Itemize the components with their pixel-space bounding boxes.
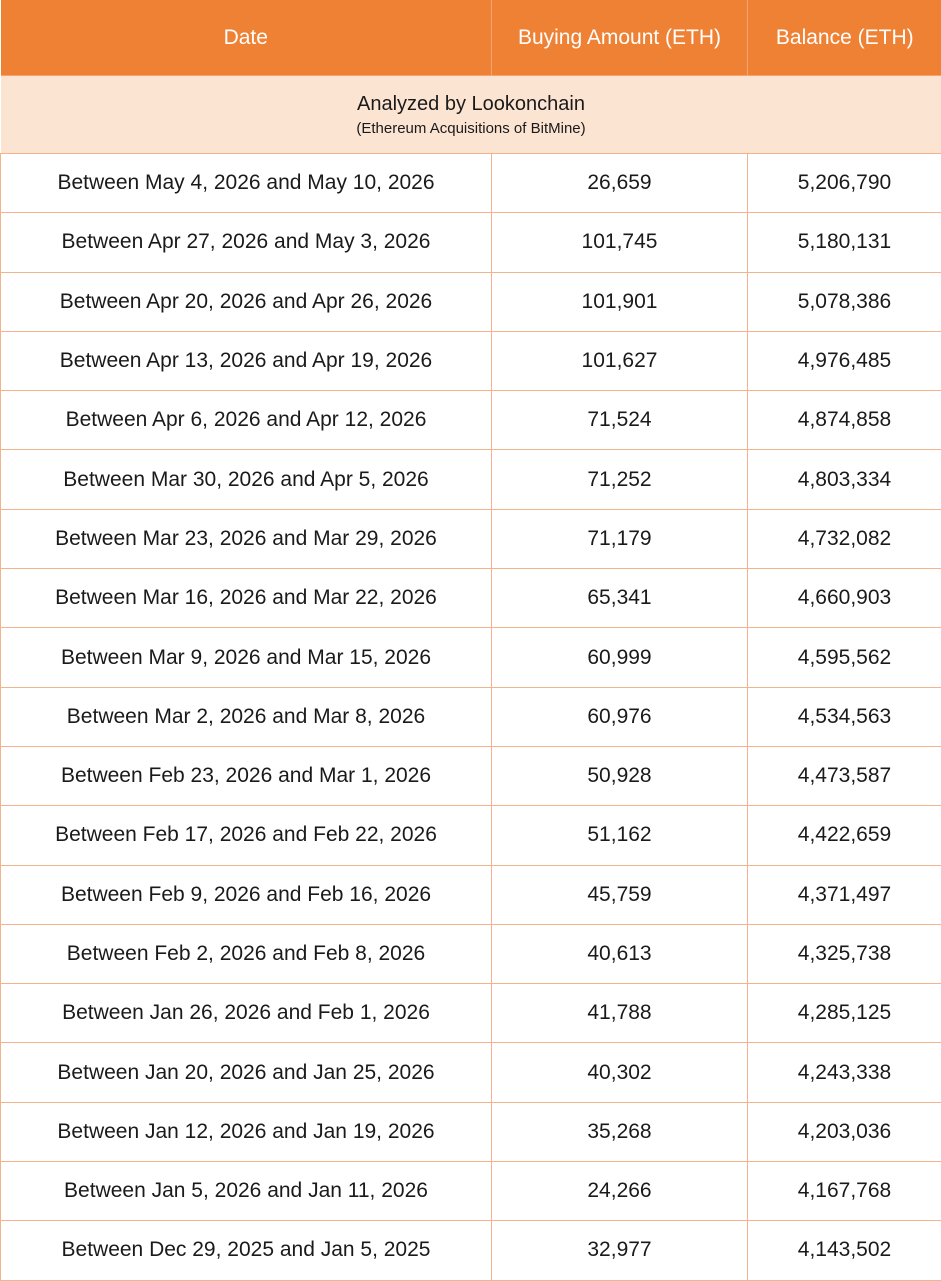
balance-cell: 4,595,562 <box>748 628 941 687</box>
date-cell: Between Mar 9, 2026 and Mar 15, 2026 <box>1 628 492 687</box>
date-cell: Between May 4, 2026 and May 10, 2026 <box>1 154 492 213</box>
table-row <box>1 331 941 390</box>
buying-amount-cell: 60,976 <box>492 687 748 746</box>
balance-cell: 4,473,587 <box>748 746 941 805</box>
buying-amount-cell: 24,266 <box>492 1162 748 1221</box>
balance-cell: 4,203,036 <box>748 1102 941 1161</box>
table-row <box>1 569 941 628</box>
table-row <box>1 154 941 213</box>
buying-amount-cell: 40,302 <box>492 1043 748 1102</box>
buying-amount-cell: 101,901 <box>492 272 748 331</box>
date-cell: Between Jan 5, 2026 and Jan 11, 2026 <box>1 1162 492 1221</box>
buying-amount-column-header: Buying Amount (ETH) <box>492 0 748 76</box>
buying-amount-cell: 45,759 <box>492 865 748 924</box>
date-cell: Between Feb 23, 2026 and Mar 1, 2026 <box>1 746 492 805</box>
table-row <box>1 391 941 450</box>
table-row <box>1 1102 941 1161</box>
balance-cell: 4,660,903 <box>748 569 941 628</box>
date-column-header: Date <box>1 0 492 76</box>
date-cell: Between Jan 12, 2026 and Jan 19, 2026 <box>1 1102 492 1161</box>
table-row <box>1 450 941 509</box>
date-cell: Between Apr 20, 2026 and Apr 26, 2026 <box>1 272 492 331</box>
date-cell: Between Feb 17, 2026 and Feb 22, 2026 <box>1 806 492 865</box>
balance-cell: 5,206,790 <box>748 154 941 213</box>
table-row <box>1 984 941 1043</box>
table-row <box>1 806 941 865</box>
table-row <box>1 509 941 568</box>
table-row <box>1 1162 941 1221</box>
date-cell: Between Apr 13, 2026 and Apr 19, 2026 <box>1 331 492 390</box>
table-row <box>1 1043 941 1102</box>
buying-amount-cell: 71,179 <box>492 509 748 568</box>
date-cell: Between Mar 30, 2026 and Apr 5, 2026 <box>1 450 492 509</box>
balance-cell: 4,243,338 <box>748 1043 941 1102</box>
buying-amount-cell: 35,268 <box>492 1102 748 1161</box>
balance-cell: 5,180,131 <box>748 213 941 272</box>
table-body <box>1 154 941 1281</box>
balance-cell: 4,534,563 <box>748 687 941 746</box>
date-cell: Between Mar 23, 2026 and Mar 29, 2026 <box>1 509 492 568</box>
date-cell: Between Mar 16, 2026 and Mar 22, 2026 <box>1 569 492 628</box>
subheader-row <box>1 76 941 154</box>
date-cell: Between Jan 20, 2026 and Jan 25, 2026 <box>1 1043 492 1102</box>
table-row <box>1 865 941 924</box>
buying-amount-cell: 50,928 <box>492 746 748 805</box>
balance-cell: 4,285,125 <box>748 984 941 1043</box>
table-row <box>1 1221 941 1280</box>
balance-cell: 4,803,334 <box>748 450 941 509</box>
analysis-note: (Ethereum Acquisitions of BitMine) <box>1 118 941 140</box>
buying-amount-cell: 51,162 <box>492 806 748 865</box>
balance-cell: 4,422,659 <box>748 806 941 865</box>
buying-amount-cell: 41,788 <box>492 984 748 1043</box>
table-row <box>1 213 941 272</box>
buying-amount-cell: 60,999 <box>492 628 748 687</box>
date-cell: Between Dec 29, 2025 and Jan 5, 2025 <box>1 1221 492 1280</box>
balance-cell: 4,874,858 <box>748 391 941 450</box>
buying-amount-cell: 40,613 <box>492 924 748 983</box>
balance-cell: 4,325,738 <box>748 924 941 983</box>
balance-column-header: Balance (ETH) <box>748 0 941 76</box>
buying-amount-cell: 71,524 <box>492 391 748 450</box>
buying-amount-cell: 101,627 <box>492 331 748 390</box>
date-cell: Between Apr 27, 2026 and May 3, 2026 <box>1 213 492 272</box>
table-row <box>1 272 941 331</box>
table-row <box>1 924 941 983</box>
analysis-title: Analyzed by Lookonchain <box>1 91 941 117</box>
balance-cell: 4,143,502 <box>748 1221 941 1280</box>
subheader-cell <box>1 76 941 154</box>
buying-amount-cell: 65,341 <box>492 569 748 628</box>
balance-cell: 5,078,386 <box>748 272 941 331</box>
header-row <box>1 0 941 76</box>
table-row <box>1 628 941 687</box>
balance-cell: 4,167,768 <box>748 1162 941 1221</box>
date-cell: Between Apr 6, 2026 and Apr 12, 2026 <box>1 391 492 450</box>
date-cell: Between Jan 26, 2026 and Feb 1, 2026 <box>1 984 492 1043</box>
buying-amount-cell: 26,659 <box>492 154 748 213</box>
balance-cell: 4,371,497 <box>748 865 941 924</box>
table-row <box>1 746 941 805</box>
date-cell: Between Mar 2, 2026 and Mar 8, 2026 <box>1 687 492 746</box>
buying-amount-cell: 32,977 <box>492 1221 748 1280</box>
buying-amount-cell: 101,745 <box>492 213 748 272</box>
buying-amount-cell: 71,252 <box>492 450 748 509</box>
balance-cell: 4,976,485 <box>748 331 941 390</box>
date-cell: Between Feb 2, 2026 and Feb 8, 2026 <box>1 924 492 983</box>
date-cell: Between Feb 9, 2026 and Feb 16, 2026 <box>1 865 492 924</box>
table-row <box>1 687 941 746</box>
balance-cell: 4,732,082 <box>748 509 941 568</box>
